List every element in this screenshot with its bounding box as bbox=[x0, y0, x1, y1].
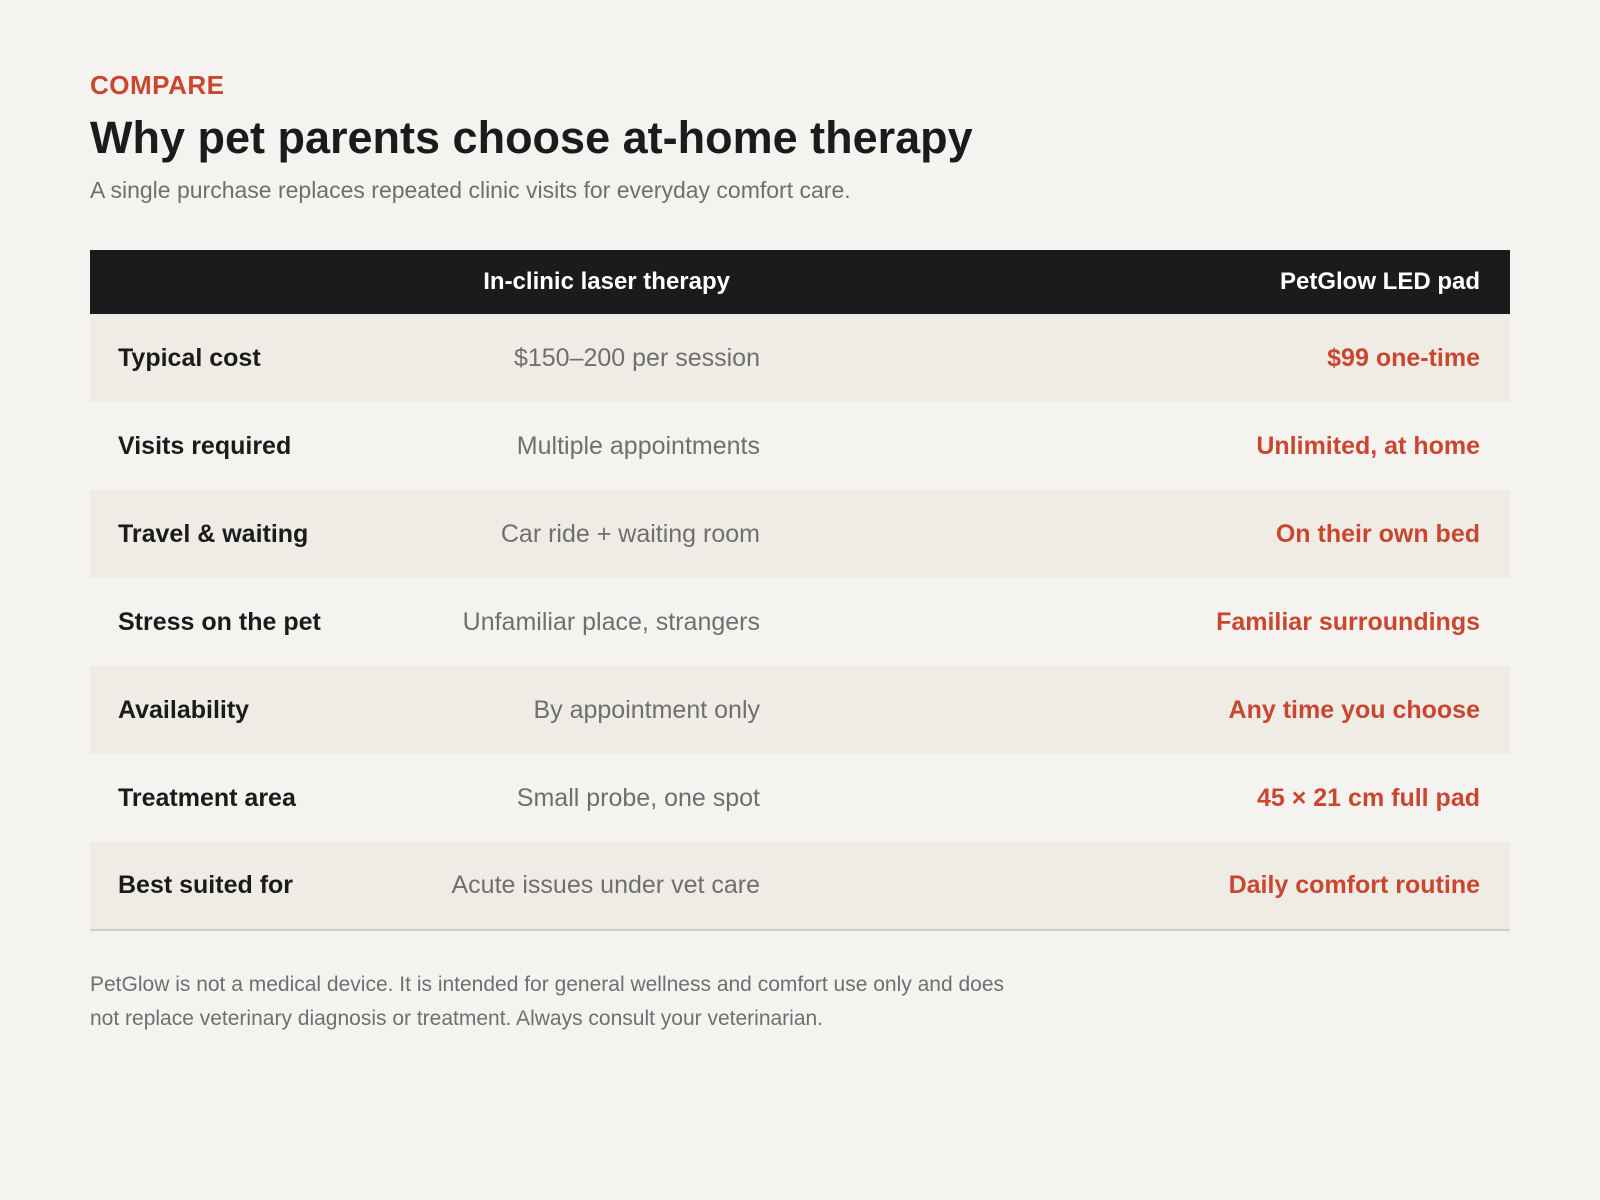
petglow-value: On their own bed bbox=[1275, 519, 1480, 548]
column-header-petglow: PetGlow LED pad bbox=[1279, 268, 1480, 295]
petglow-value: Unlimited, at home bbox=[1256, 431, 1480, 460]
clinic-value: Small probe, one spot bbox=[516, 783, 760, 812]
row-label: Availability bbox=[118, 695, 250, 724]
table-row bbox=[90, 578, 1510, 666]
petglow-value: 45 × 21 cm full pad bbox=[1256, 783, 1480, 812]
comparison-table bbox=[90, 250, 1510, 931]
table-row bbox=[90, 402, 1510, 490]
row-label: Stress on the pet bbox=[118, 607, 321, 636]
table-row bbox=[90, 666, 1510, 754]
disclaimer-text: PetGlow is not a medical device. It is intended for general wellness and comfort use only and does not replace veterinary diagnosis or treatment. Always consult your veterinarian. bbox=[90, 973, 1005, 1030]
clinic-value: Unfamiliar place, strangers bbox=[462, 607, 760, 636]
table-row bbox=[90, 842, 1510, 930]
table-row bbox=[90, 754, 1510, 842]
table-header-row bbox=[90, 250, 1510, 314]
row-label: Travel & waiting bbox=[118, 519, 309, 548]
row-label: Typical cost bbox=[118, 343, 261, 372]
row-label: Best suited for bbox=[118, 871, 294, 899]
row-label: Visits required bbox=[118, 431, 292, 460]
comparison-section bbox=[90, 70, 1510, 1030]
section-eyebrow: COMPARE bbox=[90, 70, 225, 100]
table-row bbox=[90, 314, 1510, 402]
petglow-value: Any time you choose bbox=[1228, 695, 1480, 724]
table-body bbox=[90, 314, 1510, 930]
page-subtitle: A single purchase replaces repeated clinic visits for everyday comfort care. bbox=[90, 177, 851, 204]
petglow-value: Familiar surroundings bbox=[1216, 607, 1480, 636]
clinic-value: Multiple appointments bbox=[516, 431, 760, 460]
column-header-feature bbox=[90, 250, 350, 314]
petglow-value: $99 one-time bbox=[1327, 343, 1480, 372]
petglow-value: Daily comfort routine bbox=[1228, 871, 1480, 899]
clinic-value: By appointment only bbox=[533, 695, 760, 724]
clinic-value: Acute issues under vet care bbox=[451, 871, 760, 899]
clinic-value: Car ride + waiting room bbox=[500, 519, 760, 548]
clinic-value: $150–200 per session bbox=[513, 343, 760, 372]
row-label: Treatment area bbox=[118, 783, 296, 812]
page-title: Why pet parents choose at-home therapy bbox=[90, 112, 973, 163]
column-header-clinic: In-clinic laser therapy bbox=[483, 268, 730, 295]
table-header bbox=[90, 250, 1510, 314]
table-row bbox=[90, 490, 1510, 578]
